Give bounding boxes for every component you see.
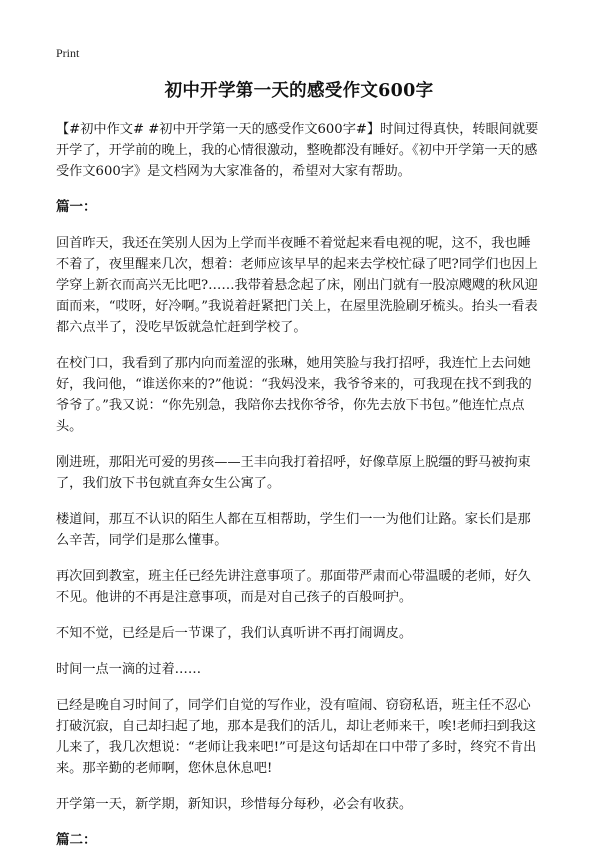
paragraph: 已经是晚自习时间了，同学们自觉的写作业，没有喧闹、窃窃私语，班主任不忍心打破沉寂，自己却扫起了地，那本是我们的活儿，却让老师来干，唉!老师扫到我这儿来了，我几次想说：“老师让我来吧!”可是这句话却在口中带了多时，终究不肯出来。那辛勤的老师啊，您休息休息吧!: [56, 698, 537, 776]
paragraph: 再次回到教室，班主任已经先讲注意事项了。那面带严肃而心带温暖的老师，好久不见。他讲的不再是注意事项，而是对自己孩子的百般呵护。: [56, 569, 531, 605]
document-title: 初中开学第一天的感受作文600字: [164, 81, 434, 101]
section-heading-2: 篇二：: [56, 832, 97, 848]
print-link[interactable]: Print: [56, 46, 80, 60]
paragraph: 在校门口，我看到了那内向而羞涩的张琳，她用笑脸与我打招呼，我连忙上去问她好，我问他，“谁送你来的?”他说：“我妈没来，我爷爷来的，可我现在找不到我的爷爷了。”我又说：“你先别急，我陪你去找你爷爷，你先去放下书包。”他连忙点点头。: [56, 356, 532, 434]
intro-paragraph: 【#初中作文# #初中开学第一天的感受作文600字#】时间过得真快，转眼间就要开学了，开学前的晚上，我的心情很激动，整晚都没有睡好。《初中开学第一天的感受作文600字》是文档网为大家准备的，希望对大家有帮助。: [56, 122, 539, 179]
section-heading-1: 篇一：: [56, 199, 97, 215]
paragraph: 不知不觉，已经是后一节课了，我们认真听讲不再打闹调皮。: [56, 626, 413, 641]
paragraph: 时间一点一滴的过着……: [56, 662, 202, 677]
document-body: [56, 78, 542, 866]
paragraph: 回首昨天，我还在笑别人因为上学而半夜睡不着觉起来看电视的呢，这不，我也睡不着了，夜里醒来几次，想着：老师应该早早的起来去学校忙碌了吧?同学们也因上学穿上新衣而高兴无比吧?……我带着悬念起了床，刚出门就有一股凉飕飕的秋风迎面而来，“哎呀，好冷啊。”我说着赶紧把门关上，在屋里洗脸刷牙梳头。抬头一看表都六点半了，没吃早饭就急忙赶到学校了。: [56, 236, 538, 335]
paragraph: 楼道间，那互不认识的陌生人都在互相帮助，学生们一一为他们让路。家长们是那么辛苦，同学们是那么懂事。: [56, 512, 531, 548]
paragraph: 刚进班，那阳光可爱的男孩——王丰向我打着招呼，好像草原上脱缰的野马被拘束了，我们放下书包就直奔女生公寓了。: [56, 455, 531, 491]
paragraph: 开学第一天，新学期，新知识，珍惜每分每秒，必会有收获。: [56, 797, 413, 812]
